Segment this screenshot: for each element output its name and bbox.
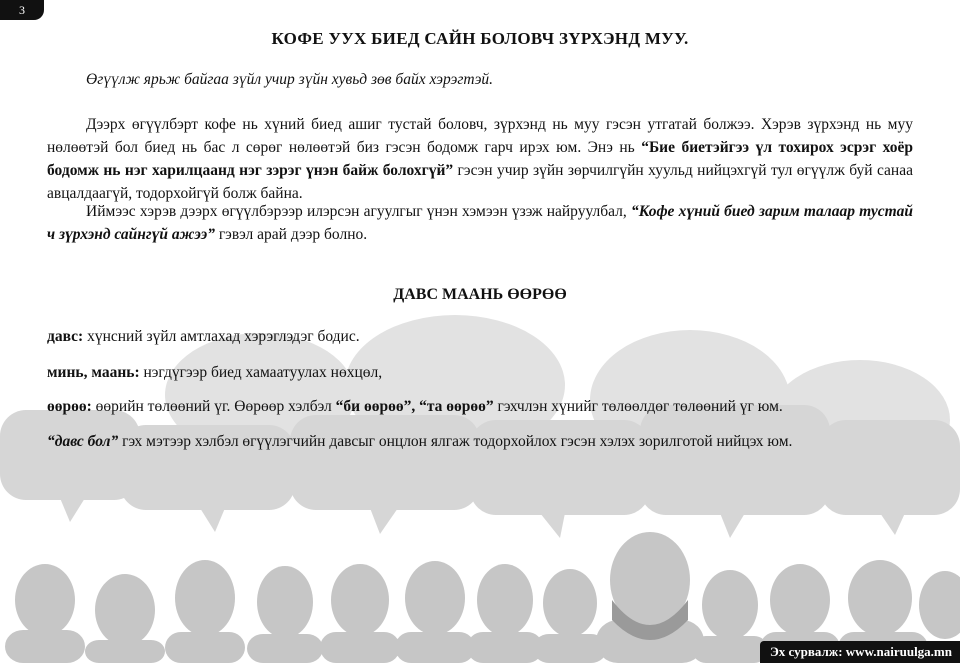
- section-heading: ДАВС МААНЬ ӨӨРӨӨ: [393, 286, 567, 303]
- page-number: 3: [0, 0, 44, 20]
- definition-example: “би өөрөө”, “та өөрөө”: [335, 398, 494, 415]
- speech-bubble: [0, 410, 140, 500]
- person-figure: [596, 532, 704, 663]
- person-figure: [5, 564, 85, 663]
- person-figure: [467, 564, 543, 663]
- speech-bubble: [290, 415, 480, 510]
- lead-sentence: Өгүүлж ярьж байгаа зүйл учир зүйн хувьд зөв байх хэрэгтэй.: [86, 71, 494, 88]
- speech-bubble: [820, 420, 960, 515]
- definition-term: өөрөө:: [47, 398, 92, 415]
- definition-text: хүнсний зүйл амтлахад хэрэглэдэг бодис.: [83, 328, 360, 345]
- definition-ooroo: [47, 398, 783, 416]
- page-title: КОФЕ УУХ БИЕД САЙН БОЛОВЧ ЗҮРХЭНД МУУ.: [271, 29, 689, 48]
- definition-text: өөрийн төлөөний үг. Өөрөөр хэлбэл: [91, 398, 336, 415]
- definition-mini: [47, 364, 382, 382]
- person-figure: [533, 569, 607, 663]
- definition-term: минь, маань:: [47, 364, 140, 381]
- person-figure: [919, 571, 960, 639]
- source-credit: Эх сурвалж: www.nairuulga.mn: [760, 641, 960, 663]
- definition-term: “давс бол”: [47, 433, 119, 450]
- definition-davs: [47, 328, 360, 346]
- person-figure: [692, 570, 768, 663]
- paragraph-2-text-a: Иймээс хэрэв дээрх өгүүлбэрээр илэрсэн агуулгыг үнэн хэмээн үзэж найруулбал,: [86, 203, 632, 220]
- paragraph-1: [47, 113, 913, 205]
- speech-bubble: [640, 405, 830, 515]
- definition-davs-bol: [47, 433, 792, 451]
- definition-text: гэх мэтээр хэлбэл өгүүлэгчийн давсыг онцлон ялгаж тодорхойлох гэсэн хэлэх зорилготой нийцэх юм.: [118, 433, 793, 450]
- definition-text: нэгдүгээр биед хамаатуулах нөхцөл,: [139, 364, 383, 381]
- paragraph-2-text-b: гэвэл арай дээр болно.: [214, 226, 368, 243]
- person-figure: [165, 560, 245, 663]
- paragraph-2: [47, 200, 913, 246]
- person-figure: [247, 566, 323, 663]
- person-figure: [395, 561, 475, 663]
- person-figure: [85, 574, 165, 663]
- person-figure: [320, 564, 400, 663]
- paragraph-1-text-a: Дээрх өгүүлбэрт кофе нь хүний биед ашиг тустай боловч, зүрхэнд нь муу гэсэн утгатай болжээ. Хэрэв зүрхэнд нь муу нөлөөтэй бол биед нь бас л сөрөг нөлөөтэй биз гэсэн бодомж гарч ирэх юм. Энэ нь: [47, 116, 913, 156]
- paragraph-1-bold-quote: “Бие биетэйгээ үл тохирох эсрэг хоёр бодомж нь нэг харилцаанд нэг зэрэг үнэн байж болохгүй”: [47, 139, 913, 179]
- paragraph-2-quote: “Кофе хүний биед зарим талаар тустай ч зүрхэнд сайнгүй ажээ”: [47, 203, 914, 243]
- paragraph-1-text-b: гэсэн учир зүйн зөрчилгүйн хуульд нийцэхгүй тул өгүүлж буй санаа авцалдаагүй, тодорхойгүй болж байна.: [47, 162, 913, 202]
- definition-term: давс:: [47, 328, 84, 345]
- definition-text: гэхчлэн хүнийг төлөөлдөг төлөөний үг юм.: [493, 398, 783, 415]
